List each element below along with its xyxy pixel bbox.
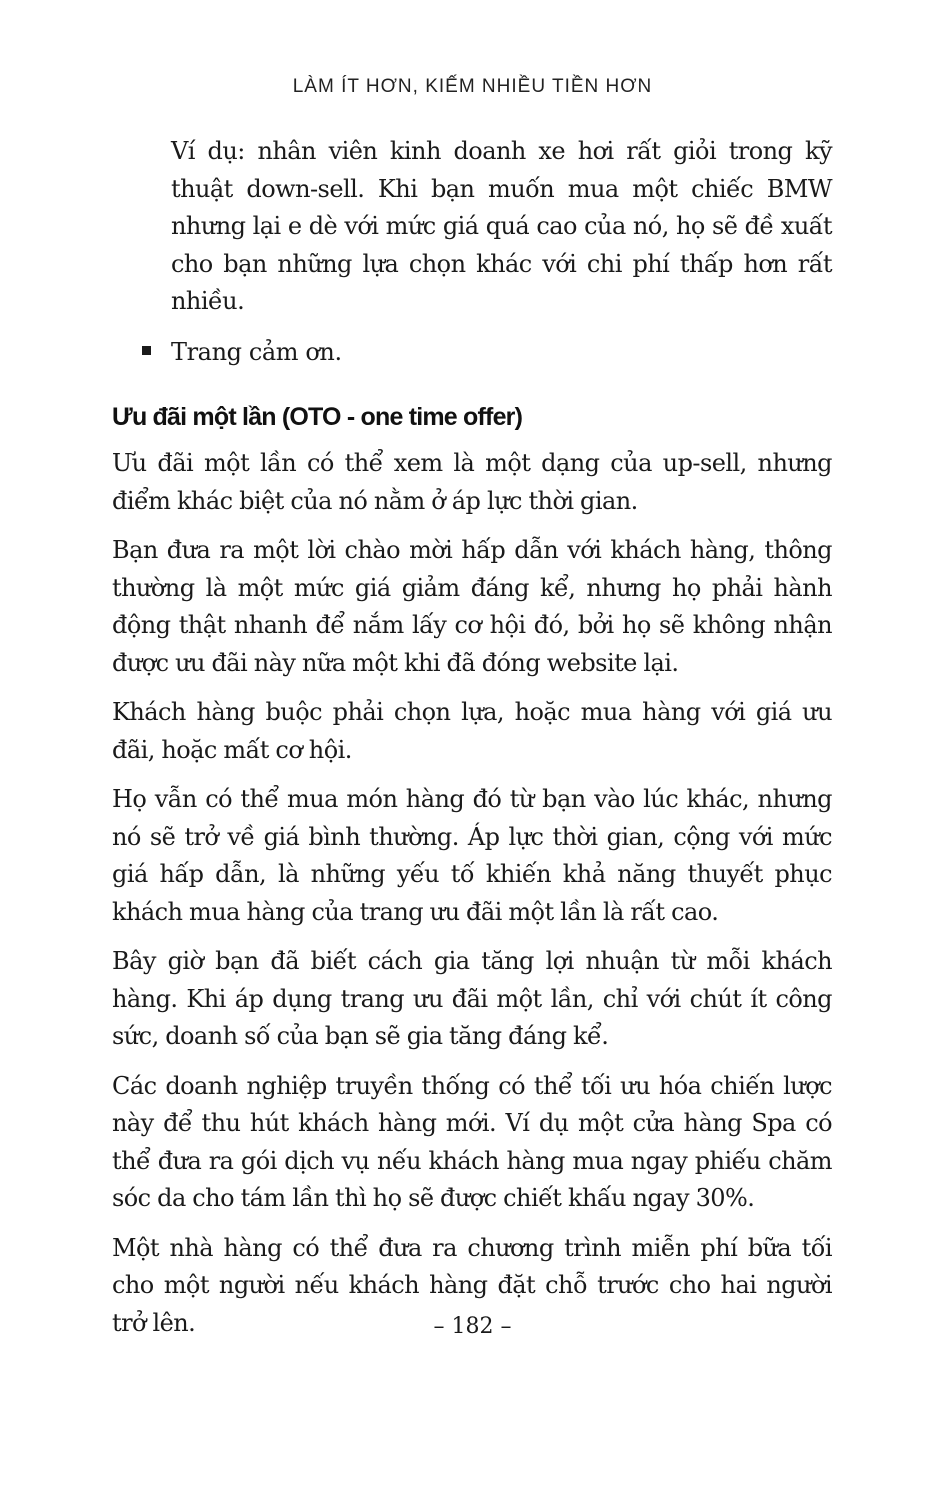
paragraph: Khách hàng buộc phải chọn lựa, hoặc mua hàng với giá ưu đãi, hoặc mất cơ hội. [112,698,832,764]
paragraph: Một nhà hàng có thể đưa ra chương trình miễn phí bữa tối cho một người nếu khách hàng đặt chỗ trước cho hai người trở lên. [112,1233,832,1337]
page-number: – 182 – [433,1314,512,1339]
paragraph: Ưu đãi một lần có thể xem là một dạng của up-sell, nhưng điểm khác biệt của nó nằm ở áp lực thời gian. [112,449,832,515]
example-paragraph: Ví dụ: nhân viên kinh doanh xe hơi rất giỏi trong kỹ thuật down-sell. Khi bạn muốn mua một chiếc BMW nhưng lại e dè với mức giá quá cao của nó, họ sẽ đề xuất cho bạn những lựa chọn khác với chi phí thấp hơn rất nhiều. [171,137,832,315]
paragraph: Các doanh nghiệp truyền thống có thể tối ưu hóa chiến lược này để thu hút khách hàng mới. Ví dụ một cửa hàng Spa có thể đưa ra gói dịch vụ nếu khách hàng mua ngay phiếu chăm sóc da cho tám lần thì họ sẽ được chiết khấu ngay 30%. [112,1071,832,1212]
square-bullet-icon [142,346,151,355]
page-body [112,133,832,1354]
paragraph: Bây giờ bạn đã biết cách gia tăng lợi nhuận từ mỗi khách hàng. Khi áp dụng trang ưu đãi một lần, chỉ với chút ít công sức, doanh số của bạn sẽ gia tăng đáng kể. [112,947,832,1050]
paragraph: Bạn đưa ra một lời chào mời hấp dẫn với khách hàng, thông thường là một mức giá giảm đáng kể, nhưng họ phải hành động thật nhanh để nắm lấy cơ hội đó, bởi họ sẽ không nhận được ưu đãi này nữa một khi đã đóng website lại. [112,536,832,677]
bullet-text: Trang cảm ơn. [171,337,342,366]
paragraph: Họ vẫn có thể mua món hàng đó từ bạn vào lúc khác, nhưng nó sẽ trở về giá bình thường. Áp lực thời gian, cộng với mức giá hấp dẫn, là những yếu tố khiến khả năng thuyết phục khách mua hàng của trang ưu đãi một lần là rất cao. [112,785,832,926]
bullet-list-item [142,334,832,372]
running-header: LÀM ÍT HƠN, KIẾM NHIỀU TIỀN HƠN [292,76,653,97]
section-heading: Ưu đãi một lần (OTO - one time offer) [112,403,523,431]
